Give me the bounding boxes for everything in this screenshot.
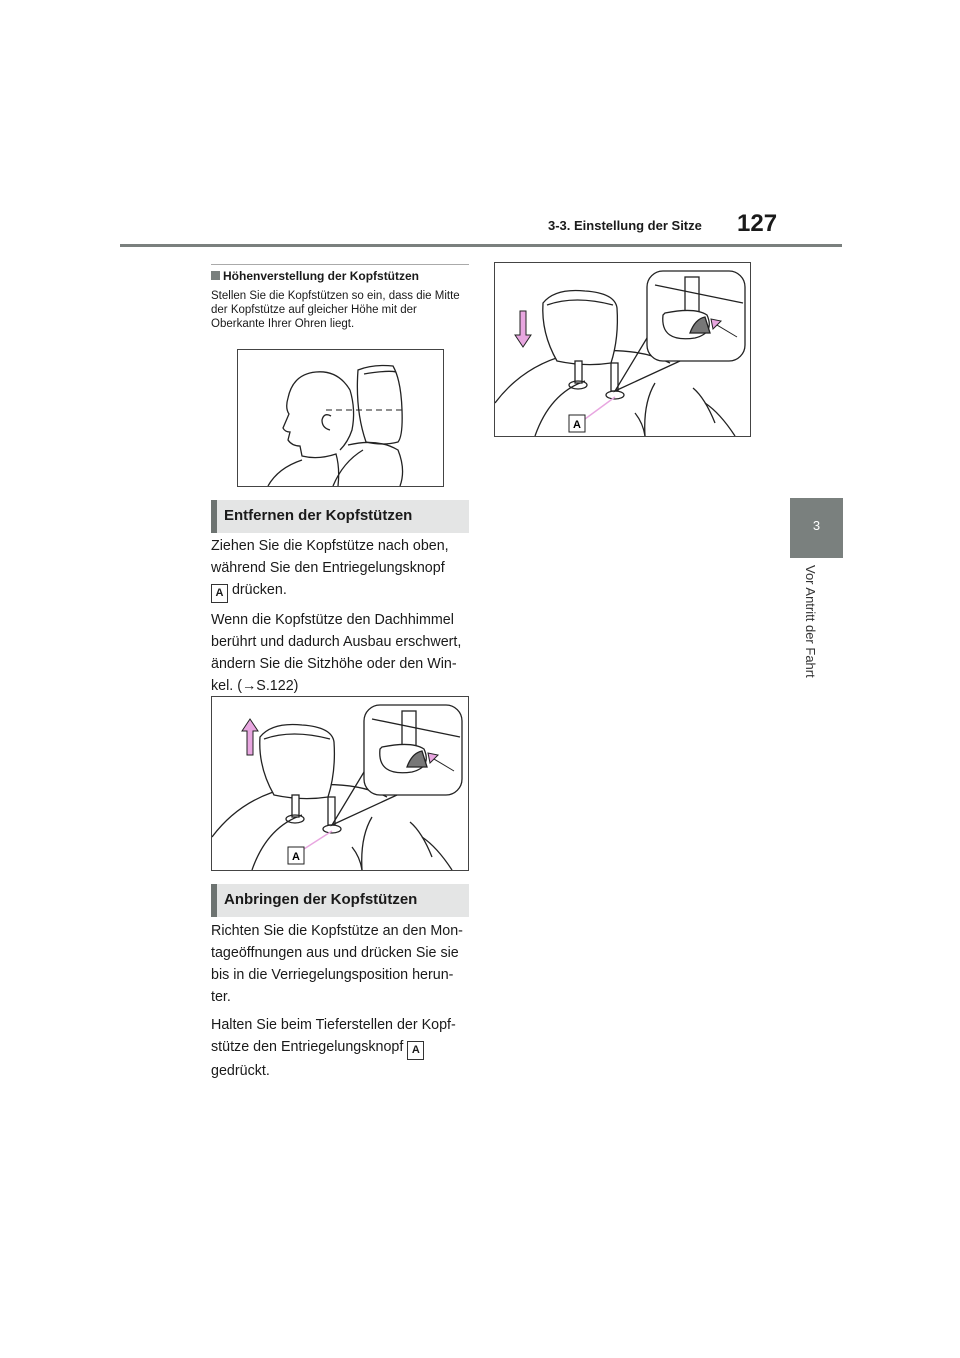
chapter-title (800, 565, 824, 705)
figure-install (494, 262, 751, 437)
chapter-title-text: Vor Antritt der Fahrt (803, 565, 818, 678)
section-title: 3-3. Einstellung der Sitze (548, 218, 702, 233)
subsection-body: Stellen Sie die Kopfstützen so ein, dass die Mitte der Kopfstütze auf gleicher Höhe mit der Oberkante Ihrer Ohren liegt. (211, 290, 460, 330)
removal-p1-start: Ziehen Sie die Kopfstütze nach oben, während Sie den Entriegelungsknopf (211, 538, 449, 576)
key-a-label: A (211, 584, 228, 603)
key-a-label: A (407, 1041, 424, 1060)
removal-text (211, 535, 473, 703)
section-bar (211, 884, 217, 917)
section-header-text: Anbringen der Kopfstützen (224, 891, 418, 908)
removal-p1-end: drücken. (228, 582, 287, 598)
page-number: 127 (737, 210, 778, 237)
chapter-number: 3 (812, 518, 821, 533)
figure-head-height (237, 349, 444, 487)
section-header-install (211, 884, 469, 917)
install-p2-start: Halten Sie beim Tieferstellen der Kopf-stütze den Entriegelungsknopf (211, 1017, 456, 1055)
install-text (211, 920, 473, 1088)
install-p2-end: gedrückt. (211, 1063, 270, 1079)
install-paragraph-2 (211, 1014, 473, 1082)
install-illustration (495, 263, 750, 436)
head-headrest-illustration (238, 350, 443, 486)
square-bullet-icon (211, 271, 220, 280)
figure-removal (211, 696, 469, 871)
removal-illustration (212, 697, 468, 870)
subsection-title (211, 269, 419, 283)
section-header-removal (211, 500, 469, 533)
header-rule (120, 244, 842, 247)
subsection-title-text: Höhenverstellung der Kopfstützen (223, 269, 420, 283)
section-header-text: Entfernen der Kopfstützen (224, 507, 413, 524)
key-a-callout: A (573, 419, 581, 431)
key-a-callout: A (292, 851, 300, 863)
subsection-rule (211, 264, 469, 265)
removal-paragraph-2: Wenn die Kopfstütze den Dachhimmel berührt und dadurch Ausbau erschwert, ändern Sie die Sitzhöhe oder den Win-kel. (→S.122) (211, 612, 462, 694)
removal-paragraph-1 (211, 535, 473, 603)
section-bar (211, 500, 217, 533)
install-paragraph-1: Richten Sie die Kopfstütze an den Mon-tageöffnungen aus und drücken Sie sie bis in die Verriegelungsposition herun-ter. (211, 923, 463, 1005)
